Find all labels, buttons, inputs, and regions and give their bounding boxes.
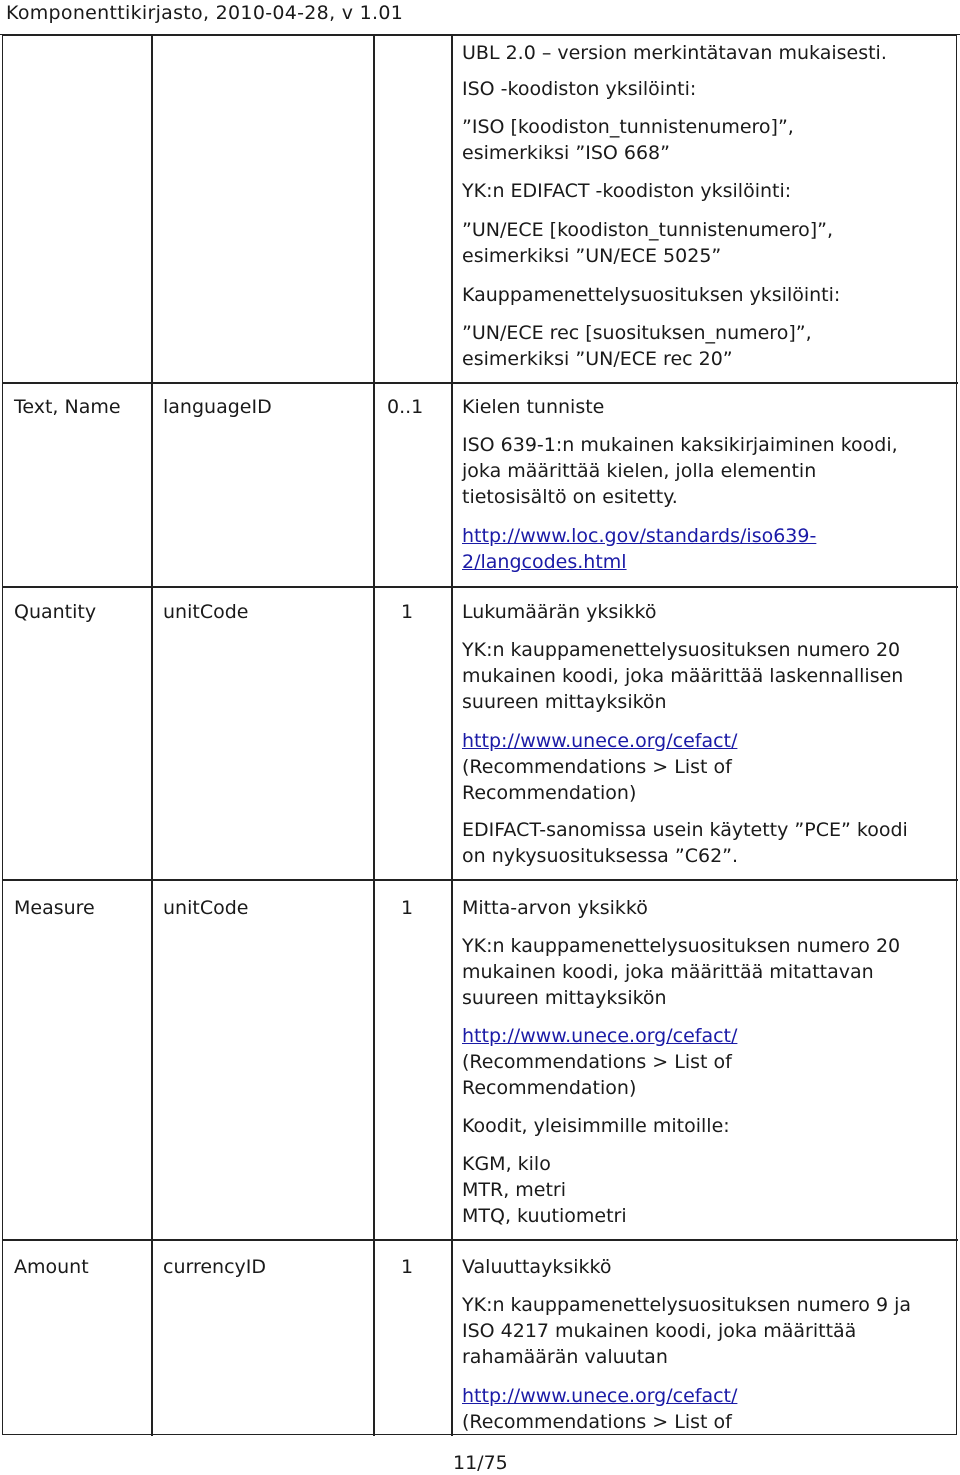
unece-link[interactable]: http://www.unece.org/cefact/ — [462, 1025, 738, 1047]
attribute-name: unitCode — [163, 897, 249, 919]
language-codes-link[interactable]: http://www.loc.gov/standards/iso639- 2/langcodes.html — [462, 525, 817, 573]
document-title: Komponenttikirjasto, 2010-04-28, v 1.01 — [6, 2, 404, 24]
description-paragraph: (Recommendations > List of Recommendation) — [462, 756, 732, 804]
row-divider — [3, 879, 958, 881]
cardinality: 1 — [401, 1256, 414, 1278]
cardinality: 0..1 — [387, 396, 424, 418]
description-paragraph: ISO -koodiston yksilöinti: — [462, 78, 697, 100]
description-paragraph: Kielen tunniste — [462, 396, 605, 418]
element-name: Measure — [14, 897, 95, 919]
description-paragraph: (Recommendations > List of Recommendation) — [462, 1051, 732, 1099]
description-paragraph: Kauppamenettelysuosituksen yksilöinti: — [462, 284, 841, 306]
description-paragraph: Koodit, yleisimmille mitoille: — [462, 1115, 730, 1137]
element-name: Text, Name — [14, 396, 121, 418]
attribute-name: unitCode — [163, 601, 249, 623]
description-paragraph: ”UN/ECE [koodiston_tunnistenumero]”, esimerkiksi ”UN/ECE 5025” — [462, 219, 834, 267]
description-paragraph: YK:n kauppamenettelysuosituksen numero 20 mukainen koodi, joka määrittää mitattavan suureen mittayksikön — [462, 935, 901, 1009]
column-divider — [373, 36, 375, 1436]
attribute-name: languageID — [163, 396, 272, 418]
page-header — [0, 0, 960, 35]
description-paragraph: ISO 639-1:n mukainen kaksikirjaiminen koodi, joka määrittää kielen, jolla elementin tietosisältö on esitetty. — [462, 434, 898, 508]
description-paragraph: YK:n EDIFACT -koodiston yksilöinti: — [462, 180, 792, 202]
attribute-name: currencyID — [163, 1256, 267, 1278]
unece-link[interactable]: http://www.unece.org/cefact/ — [462, 1385, 738, 1407]
element-name: Amount — [14, 1256, 89, 1278]
cardinality: 1 — [401, 601, 414, 623]
unit-code-list: KGM, kilo MTR, metri MTQ, kuutiometri — [462, 1153, 627, 1227]
row-divider — [3, 586, 958, 588]
description-paragraph: ”ISO [koodiston_tunnistenumero]”, esimerkiksi ”ISO 668” — [462, 116, 794, 164]
description-paragraph: Valuuttayksikkö — [462, 1256, 612, 1278]
description-paragraph: UBL 2.0 – version merkintätavan mukaisesti. — [462, 42, 887, 64]
unece-link[interactable]: http://www.unece.org/cefact/ — [462, 730, 738, 752]
column-divider — [451, 36, 453, 1436]
description-paragraph: (Recommendations > List of — [462, 1411, 732, 1433]
description-paragraph: ”UN/ECE rec [suosituksen_numero]”, esimerkiksi ”UN/ECE rec 20” — [462, 322, 812, 370]
description-paragraph: EDIFACT-sanomissa usein käytetty ”PCE” koodi on nykysuosituksessa ”C62”. — [462, 819, 908, 867]
row-divider — [3, 382, 958, 384]
description-paragraph: Mitta-arvon yksikkö — [462, 897, 648, 919]
description-paragraph: YK:n kauppamenettelysuosituksen numero 9 ja ISO 4217 mukainen koodi, joka määrittää rahamäärän valuutan — [462, 1294, 912, 1368]
description-paragraph: YK:n kauppamenettelysuosituksen numero 20 mukainen koodi, joka määrittää laskennallisen suureen mittayksikön — [462, 639, 904, 713]
column-divider — [151, 36, 153, 1436]
description-paragraph: Lukumäärän yksikkö — [462, 601, 657, 623]
page-number: 11/75 — [453, 1452, 508, 1474]
row-divider — [3, 1239, 958, 1241]
cardinality: 1 — [401, 897, 414, 919]
element-name: Quantity — [14, 601, 97, 623]
